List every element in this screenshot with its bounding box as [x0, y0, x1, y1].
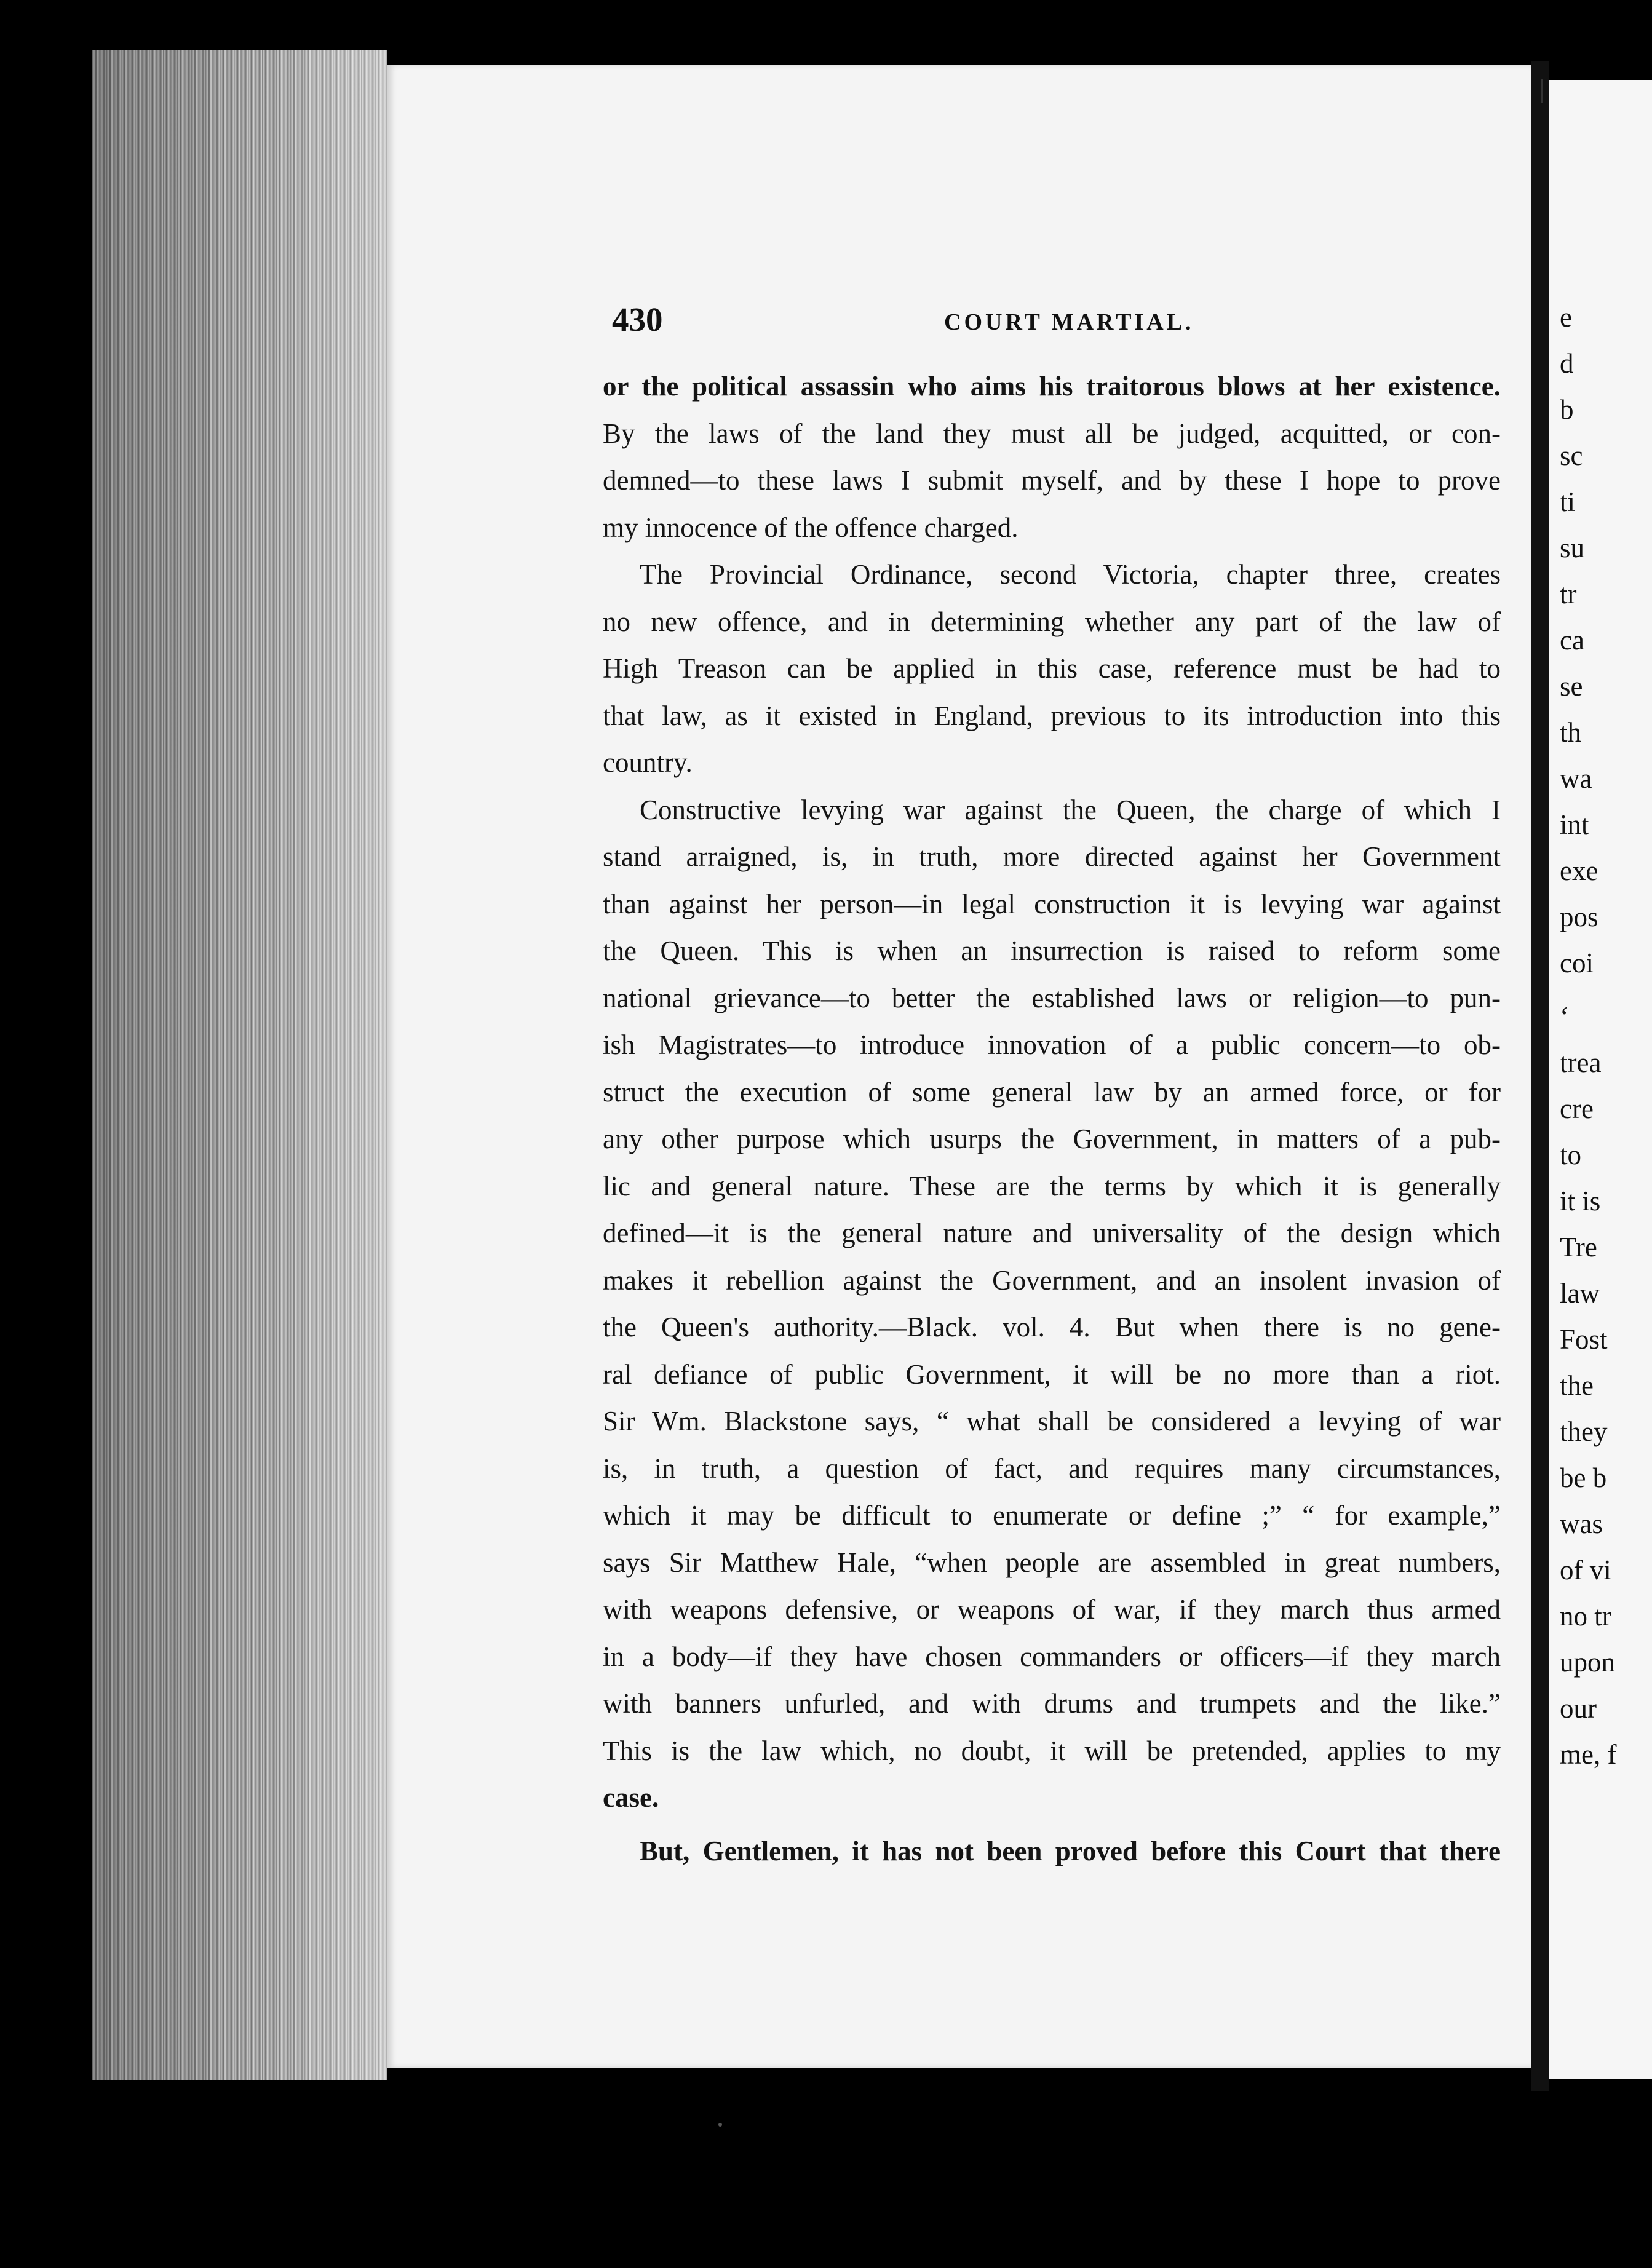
text-line: struct the execution of some general law by an armed force, or for [603, 1076, 1501, 1108]
text-line: or the political assassin who aims his traitorous blows at her existence. [603, 371, 1501, 402]
facing-page-text-fragment: no tr [1560, 1601, 1611, 1632]
text-line: ish Magistrates—to introduce innovation of a public concern—to ob- [603, 1029, 1501, 1060]
text-line: Constructive levying war against the Queen, the charge of which I [640, 794, 1501, 825]
facing-page-text-fragment: pos [1560, 902, 1598, 932]
text-line: demned—to these laws I submit myself, and by these I hope to prove [603, 465, 1501, 496]
facing-page-text-fragment: int [1560, 809, 1589, 840]
page-gutter [1531, 61, 1549, 2091]
facing-page-text-fragment: coi [1560, 948, 1594, 978]
text-line: my innocence of the offence charged. [603, 512, 1019, 543]
facing-page-text-fragment: our [1560, 1693, 1597, 1724]
facing-page-text-fragment: sc [1560, 440, 1583, 471]
facing-page-text-fragment: exe [1560, 855, 1598, 886]
text-line: which it may be difficult to enumerate or define ;” “ for example,” [603, 1500, 1501, 1531]
body-text [603, 363, 1501, 1874]
facing-page-text-fragment: Tre [1560, 1232, 1597, 1263]
text-line: ral defiance of public Government, it will be no more than a riot. [603, 1358, 1501, 1390]
text-line: This is the law which, no doubt, it will be pretended, applies to my [603, 1735, 1501, 1766]
facing-page-text-fragment: se [1560, 671, 1583, 702]
text-line: defined—it is the general nature and universality of the design which [603, 1218, 1501, 1248]
text-line: with banners unfurled, and with drums and trumpets and the like.” [603, 1688, 1501, 1719]
text-line: case. [603, 1782, 659, 1813]
paragraph-3 [603, 787, 1501, 1822]
text-line: But, Gentlemen, it has not been proved before this Court that there [640, 1835, 1501, 1866]
text-line: Sir Wm. Blackstone says, “ what shall be considered a levying of war [603, 1406, 1501, 1437]
text-line: makes it rebellion against the Government, and an insolent invasion of [603, 1264, 1501, 1296]
text-line: than against her person—in legal construction it is levying war against [603, 888, 1501, 919]
facing-page-text-fragment: trea [1560, 1047, 1602, 1078]
text-line: High Treason can be applied in this case, reference must be had to [603, 653, 1501, 684]
facing-page-text-fragment: Fost [1560, 1324, 1608, 1355]
text-line: national grievance—to better the established laws or religion—to pun- [603, 982, 1501, 1013]
facing-page-text-fragment: law [1560, 1278, 1600, 1309]
facing-page-text-fragment: to [1560, 1140, 1582, 1170]
text-line: By the laws of the land they must all be judged, acquitted, or con- [603, 418, 1501, 449]
facing-page-text-fragment: ‘ [1560, 1001, 1569, 1032]
text-line: no new offence, and in determining whether any part of the law of [603, 606, 1501, 637]
facing-page-text-fragment: of vi [1560, 1555, 1611, 1585]
facing-page-text-fragment: d [1560, 348, 1574, 379]
text-line: that law, as it existed in England, previous to its introduction into this [603, 700, 1501, 731]
text-line: is, in truth, a question of fact, and requires many circumstances, [603, 1453, 1501, 1484]
text-line: The Provincial Ordinance, second Victoria, chapter three, creates [640, 559, 1501, 590]
text-line: says Sir Matthew Hale, “when people are assembled in great numbers, [603, 1547, 1501, 1578]
text-line: the Queen's authority.—Black. vol. 4. But when there is no gene- [603, 1312, 1501, 1342]
facing-page-text-fragment: ti [1560, 486, 1576, 517]
book-page-edges [92, 50, 387, 2080]
facing-page-text-fragment: wa [1560, 763, 1592, 794]
print-speck [718, 2123, 722, 2127]
facing-page-text-fragment: upon [1560, 1647, 1615, 1678]
page-mark [1541, 79, 1543, 103]
running-title: COURT MARTIAL. [944, 309, 1194, 335]
facing-page-text-fragment: su [1560, 533, 1585, 563]
right-page-fragment [1549, 80, 1652, 2079]
text-line: with weapons defensive, or weapons of war, if they march thus armed [603, 1594, 1501, 1625]
facing-page-text-fragment: me, f [1560, 1739, 1617, 1770]
text-line: any other purpose which usurps the Government, in matters of a pub- [603, 1124, 1501, 1154]
facing-page-text-fragment: the [1560, 1370, 1594, 1401]
facing-page-text-fragment: cre [1560, 1093, 1594, 1124]
facing-page-text-fragment: was [1560, 1509, 1603, 1539]
text-line: country. [603, 747, 693, 778]
facing-page-text-fragment: it is [1560, 1186, 1601, 1216]
page-number: 430 [612, 301, 663, 338]
paragraph-4 [603, 1828, 1501, 1875]
facing-page-text-fragment: tr [1560, 579, 1577, 609]
facing-page-text-fragment: e [1560, 302, 1572, 333]
paragraph-1 [603, 363, 1501, 551]
facing-page-text-fragment: th [1560, 717, 1582, 748]
text-line: the Queen. This is when an insurrection is raised to reform some [603, 935, 1501, 966]
text-line: stand arraigned, is, in truth, more directed against her Government [603, 841, 1501, 872]
text-line: lic and general nature. These are the terms by which it is generally [603, 1170, 1501, 1202]
facing-page-text-fragment: they [1560, 1416, 1608, 1447]
paragraph-2 [603, 551, 1501, 787]
text-line: in a body—if they have chosen commanders or officers—if they march [603, 1641, 1501, 1672]
facing-page-text-fragment: ca [1560, 625, 1584, 656]
running-head [612, 300, 1498, 343]
facing-page-text-fragment: b [1560, 394, 1574, 425]
facing-page-text-fragment: be b [1560, 1462, 1607, 1493]
